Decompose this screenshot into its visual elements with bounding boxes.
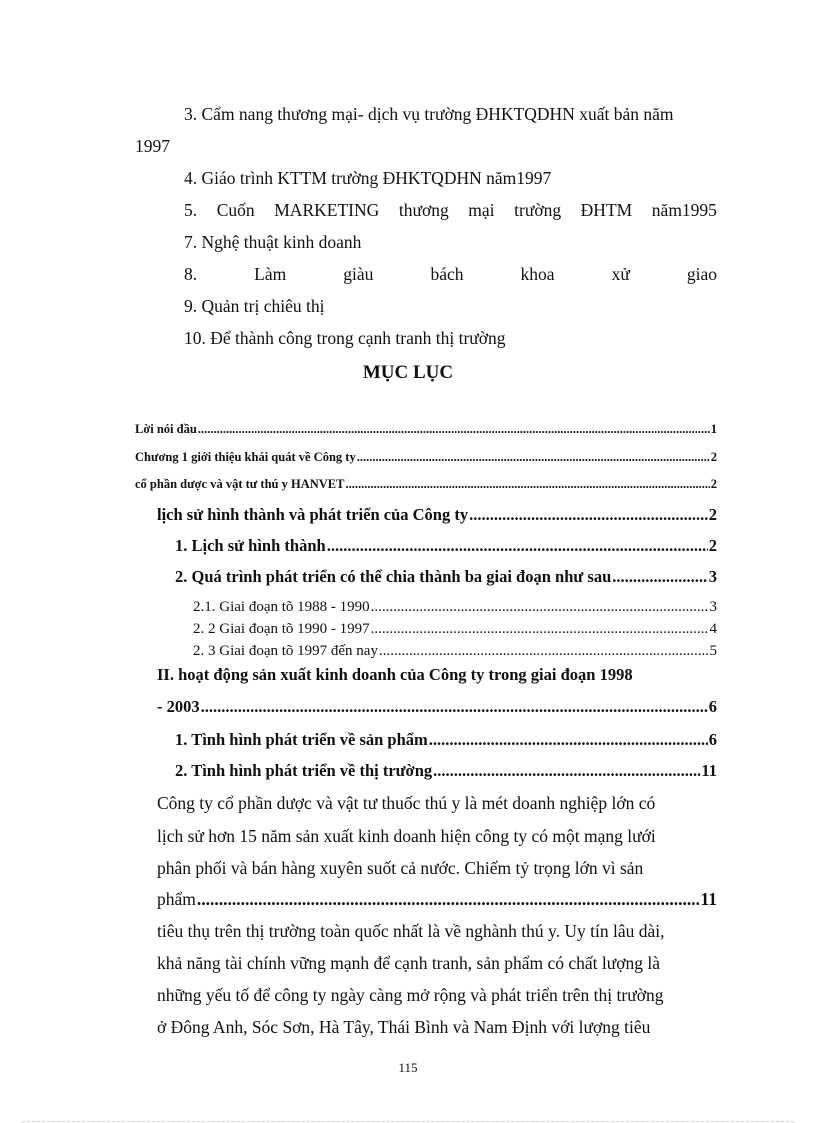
toc-entry-page: 1 <box>710 422 717 436</box>
toc-entry-label: 2. 3 Giai đoạn tõ 1997 đến nay <box>193 643 378 659</box>
toc-entry-page: 11 <box>701 761 717 780</box>
body-line: phân phối và bán hàng xuyên suốt cả nước. Chiếm tỷ trọng lớn vì sản <box>157 858 644 878</box>
toc-entry[interactable] <box>193 643 717 660</box>
toc-entry[interactable] <box>193 621 717 638</box>
reference-8 <box>184 264 717 285</box>
toc-entry-label[interactable]: II. hoạt động sản xuất kinh doanh của Công ty trong giai đoạn 1998 <box>157 665 633 684</box>
toc-entry-label: 1. Tình hình phát triển về sản phẩm <box>175 730 428 749</box>
reference-8-word: xử <box>611 264 630 284</box>
toc-entry-page: 2 <box>710 450 717 464</box>
toc-entry[interactable] <box>193 599 717 616</box>
reference-8-word: Làm <box>254 264 287 284</box>
toc-entry[interactable] <box>135 422 717 437</box>
toc-entry-label: - 2003 <box>157 697 200 716</box>
toc-entry-page: 4 <box>709 621 717 637</box>
toc-entry-label: cổ phần dược và vật tư thú y HANVET <box>135 477 345 491</box>
toc-entry-page: 5 <box>709 643 717 659</box>
reference-5-word: trường <box>514 200 562 220</box>
toc-entry-page: 6 <box>708 697 717 716</box>
body-line: Công ty cổ phần dược và vật tư thuốc thú y là mét doanh nghiệp lớn có <box>157 793 656 813</box>
reference-5-word: Cuốn <box>216 200 255 220</box>
reference-8-word: 8. <box>184 264 198 284</box>
toc-entry-page: 11 <box>700 889 717 909</box>
toc-entry[interactable] <box>175 567 717 587</box>
toc-entry[interactable] <box>175 536 717 556</box>
toc-entry-page: 2 <box>710 477 717 491</box>
body-line: lịch sử hơn 15 năm sản xuất kinh doanh hiện công ty có một mạng lưới <box>157 826 656 846</box>
reference-3-line2: 1997 <box>135 136 170 156</box>
toc-entry[interactable] <box>157 889 717 910</box>
toc-entry-label: phẩm <box>157 889 196 909</box>
toc-title: MỤC LỤC <box>362 362 454 383</box>
toc-entry-page: 3 <box>708 567 717 586</box>
reference-8-word: bách <box>430 264 464 284</box>
reference-7: 7. Nghệ thuật kinh doanh <box>184 232 362 252</box>
toc-entry[interactable] <box>135 450 717 465</box>
reference-5-word: 5. <box>184 200 198 220</box>
reference-10: 10. Để thành công trong cạnh tranh thị trường <box>184 328 506 348</box>
body-line: tiêu thụ trên thị trường toàn quốc nhất là về nghành thú y. Uy tín lâu dài, <box>157 921 665 941</box>
body-line: khả năng tài chính vững mạnh để cạnh tranh, sản phẩm có chất lượng là <box>157 953 661 973</box>
reference-3-line1: 3. Cẩm nang thương mại- dịch vụ trường ĐHKTQDHN xuất bản năm <box>184 104 674 124</box>
toc-entry-label: 2. Quá trình phát triển có thể chia thành ba giai đoạn như sau <box>175 567 612 586</box>
toc-entry-page: 2 <box>708 505 717 524</box>
toc-entry-label: Chương 1 giới thiệu khái quát về Công ty <box>135 450 356 464</box>
reference-5 <box>184 200 717 221</box>
toc-entry-label: 1. Lịch sử hình thành <box>175 536 326 555</box>
page-bottom-divider <box>22 1121 794 1122</box>
toc-entry-label: Lời nói đầu <box>135 422 197 436</box>
toc-entry-label: 2. Tình hình phát triển về thị trường <box>175 761 433 780</box>
toc-entry-page: 3 <box>709 599 717 615</box>
body-line: ở Đông Anh, Sóc Sơn, Hà Tây, Thái Bình và Nam Định với lượng tiêu <box>157 1017 651 1037</box>
reference-8-word: giàu <box>343 264 374 284</box>
toc-entry-label: 2. 2 Giai đoạn tõ 1990 - 1997 <box>193 621 370 637</box>
toc-entry[interactable] <box>157 697 717 717</box>
reference-8-word: khoa <box>520 264 555 284</box>
reference-9: 9. Quản trị chiêu thị <box>184 296 325 316</box>
toc-entry-page: 6 <box>708 730 717 749</box>
reference-5-word: năm1995 <box>651 200 717 220</box>
toc-entry[interactable] <box>135 477 717 492</box>
reference-5-word: MARKETING <box>274 200 380 220</box>
toc-entry[interactable] <box>157 505 717 525</box>
body-line: những yếu tố để công ty ngày càng mở rộng và phát triển trên thị trường <box>157 985 664 1005</box>
reference-5-word: ĐHTM <box>580 200 633 220</box>
reference-8-word: giao <box>686 264 717 284</box>
toc-entry[interactable] <box>175 761 717 781</box>
page-number: 115 <box>398 1060 418 1075</box>
reference-5-word: thương <box>398 200 449 220</box>
toc-entry-label: 2.1. Giai đoạn tõ 1988 - 1990 <box>193 599 370 615</box>
reference-5-word: mại <box>468 200 495 220</box>
toc-entry-label: lịch sử hình thành và phát triển của Công ty <box>157 505 469 524</box>
toc-entry-page: 2 <box>708 536 717 555</box>
reference-4: 4. Giáo trình KTTM trường ĐHKTQDHN năm1997 <box>184 168 552 188</box>
toc-entry[interactable] <box>175 730 717 750</box>
